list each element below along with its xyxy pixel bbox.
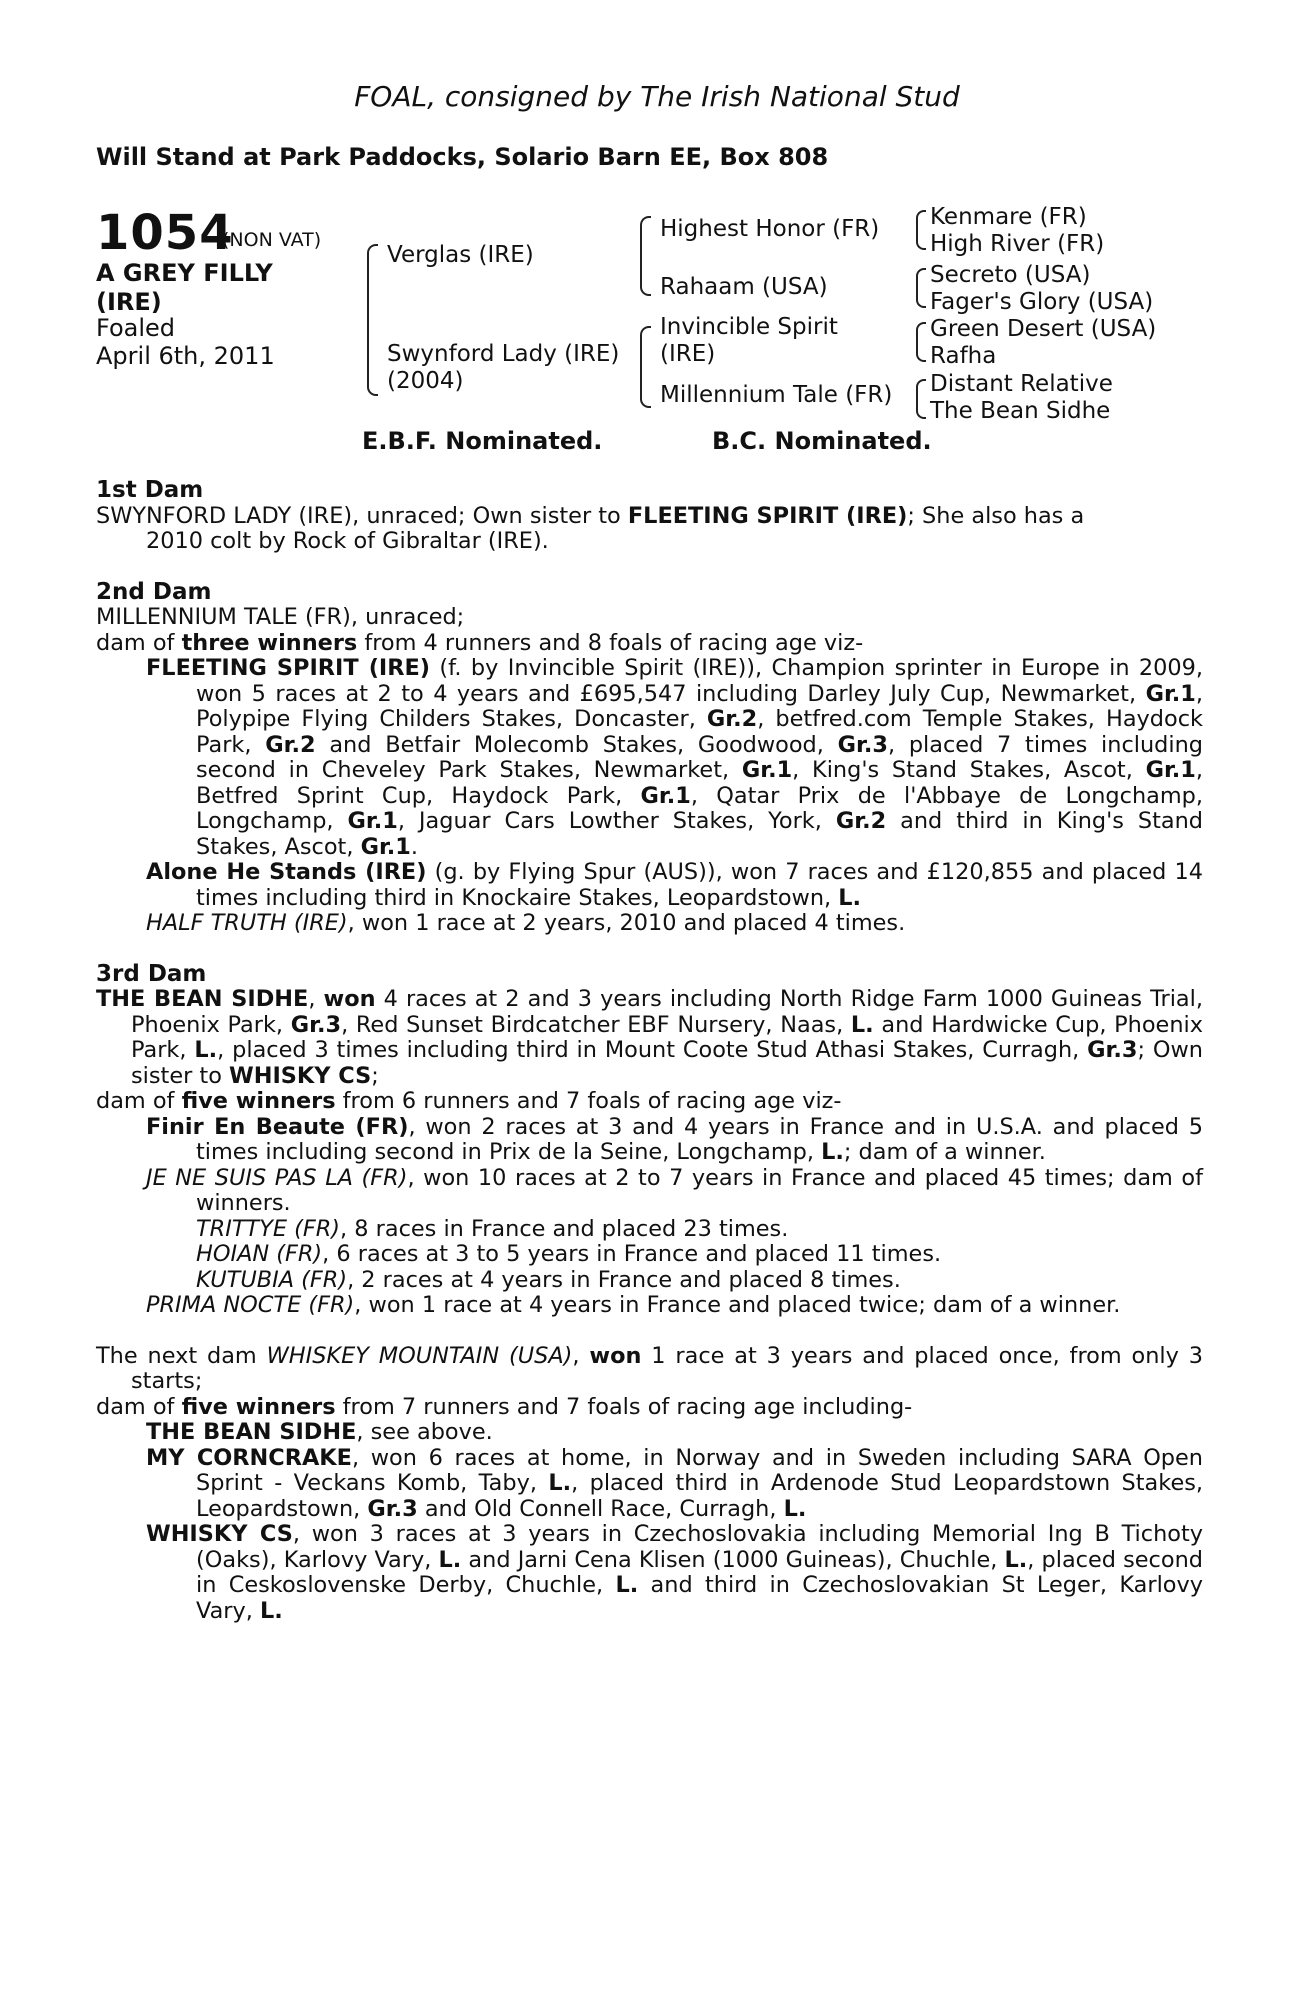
first-dam-title: 1st Dam: [96, 477, 204, 503]
pedigree-brace-sd: [916, 268, 926, 308]
next-dam-produce-intro: dam of five winners from 7 runners and 7 foals of racing age including-: [96, 1393, 913, 1420]
pedigree-brace-ss: [916, 210, 926, 250]
lot-description-line2: (IRE): [96, 288, 162, 316]
pedigree-sire-sire: Highest Honor (FR): [660, 216, 880, 242]
pedigree-dam-sire-name: Invincible Spirit: [660, 314, 838, 340]
pedigree-sds: Secreto (USA): [930, 262, 1091, 288]
produce-fleeting-spirit: FLEETING SPIRIT (IRE) (f. by Invincible Spirit (IRE)), Champion sprinter in Europe in 2009, won 5 races at 2 to 4 years and £695,547 including Darley July Cup, Newmarket, Gr.1, Polypipe Flying Childers Stakes, Doncaster, Gr.2, betfred.com Temple Stakes, Haydock Park, Gr.2 and Betfair Molecomb Stakes, Goodwood, Gr.3, placed 7 times including second in Cheveley Park Stakes, Newmarket, Gr.1, King's Stand Stakes, Ascot, Gr.1, Betfred Sprint Cup, Haydock Park, Gr.1, Qatar Prix de l'Abbaye de Longchamp, Longchamp, Gr.1, Jaguar Cars Lowther Stakes, York, Gr.2 and third in King's Stand Stakes, Ascot, Gr.1.: [146, 655, 1204, 860]
pedigree-dam-name: Swynford Lady (IRE): [387, 341, 620, 367]
horse-name: HALF TRUTH (IRE): [146, 910, 348, 936]
first-dam-line2: 2010 colt by Rock of Gibraltar (IRE).: [146, 528, 549, 554]
produce-prima-nocte: PRIMA NOCTE (FR), won 1 race at 4 years in France and placed twice; dam of a winner.: [146, 1292, 1121, 1318]
pedigree-dam: [387, 341, 619, 395]
horse-name: Alone He Stands (IRE): [146, 859, 427, 885]
horse-name: WHISKEY MOUNTAIN (USA): [266, 1342, 573, 1369]
pedigree-dsd: Rafha: [930, 343, 997, 369]
lot-number: 1054: [96, 205, 234, 261]
pedigree-brace-sire: [640, 216, 651, 296]
pedigree-sire-dam: Rahaam (USA): [660, 274, 828, 300]
first-dam-line1: SWYNFORD LADY (IRE), unraced; Own sister to FLEETING SPIRIT (IRE); She also has a: [96, 502, 1085, 529]
bc-nominated: B.C. Nominated.: [712, 427, 932, 455]
produce-alone-he-stands: Alone He Stands (IRE) (g. by Flying Spur (AUS)), won 7 races and £120,855 and placed 14 times including third in Knockaire Stakes, Leopardstown, L.: [146, 859, 1204, 911]
pedigree-sdd: Fager's Glory (USA): [930, 289, 1154, 315]
horse-name: TRITTYE (FR): [196, 1215, 341, 1242]
pedigree-sire: Verglas (IRE): [387, 242, 534, 268]
ebf-nominated: E.B.F. Nominated.: [362, 427, 603, 455]
third-dam-produce-intro: dam of five winners from 6 runners and 7 foals of racing age viz-: [96, 1088, 842, 1114]
pedigree-dam-year: (2004): [387, 368, 464, 394]
stand-location: Will Stand at Park Paddocks, Solario Barn EE, Box 808: [96, 143, 829, 171]
horse-name: THE BEAN SIDHE: [146, 1419, 357, 1445]
pedigree-dam-dam: Millennium Tale (FR): [660, 382, 893, 408]
pedigree-dam-sire: [660, 314, 838, 368]
foaled-info: [96, 314, 275, 370]
horse-name: MY CORNCRAKE: [146, 1444, 352, 1471]
produce-trittye: TRITTYE (FR), 8 races in France and placed 23 times.: [196, 1215, 789, 1242]
pedigree-dds: Distant Relative: [930, 371, 1113, 397]
horse-name: JE NE SUIS PAS LA (FR): [146, 1164, 408, 1191]
lot-description: [96, 259, 273, 317]
second-dam-title: 2nd Dam: [96, 578, 212, 605]
horse-name: FLEETING SPIRIT (IRE): [146, 655, 431, 681]
horse-name: HOIAN (FR): [196, 1241, 323, 1267]
horse-name: PRIMA NOCTE (FR): [146, 1292, 355, 1318]
pedigree-ddd: The Bean Sidhe: [930, 398, 1111, 424]
produce-whisky-cs: WHISKY CS, won 3 races at 3 years in Czechoslovakia including Memorial Ing B Tichoty (Oaks), Karlovy Vary, L. and Jarni Cena Klisen (1000 Guineas), Chuchle, L., placed second in Ceskoslovenske Derby, Chuchle, L. and third in Czechoslovakian St Leger, Karlovy Vary, L.: [146, 1521, 1204, 1624]
foaled-label: Foaled: [96, 314, 176, 342]
vat-status: (NON VAT): [222, 229, 322, 251]
pedigree-brace-ds: [916, 322, 926, 362]
horse-name: Finir En Beaute (FR): [146, 1113, 409, 1140]
second-dam-line1: MILLENNIUM TALE (FR), unraced;: [96, 604, 465, 630]
produce-half-truth: HALF TRUTH (IRE), won 1 race at 2 years, 2010 and placed 4 times.: [146, 910, 906, 936]
next-dam-record: The next dam WHISKEY MOUNTAIN (USA), won 1 race at 3 years and placed once, from only 3 starts;: [96, 1342, 1204, 1394]
produce-hoian: HOIAN (FR), 6 races at 3 to 5 years in France and placed 11 times.: [196, 1241, 942, 1267]
produce-my-corncrake: MY CORNCRAKE, won 6 races at home, in Norway and in Sweden including SARA Open Sprint - Veckans Komb, Taby, L., placed third in Ardenode Stud Leopardstown Stakes, Leopardstown, Gr.3 and Old Connell Race, Curragh, L.: [146, 1444, 1203, 1522]
third-dam-record: THE BEAN SIDHE, won 4 races at 2 and 3 years including North Ridge Farm 1000 Guineas Trial, Phoenix Park, Gr.3, Red Sunset Birdcatcher EBF Nursery, Naas, L. and Hardwicke Cup, Phoenix Park, L., placed 3 times including third in Mount Coote Stud Athasi Stakes, Curragh, Gr.3; Own sister to WHISKY CS;: [96, 986, 1203, 1089]
pedigree-brace-dam: [640, 326, 651, 408]
horse-name: WHISKY CS: [146, 1521, 293, 1547]
horse-name: THE BEAN SIDHE: [96, 986, 309, 1012]
produce-the-bean-sidhe: THE BEAN SIDHE, see above.: [146, 1419, 493, 1445]
pedigree-brace-parents: [367, 244, 378, 396]
third-dam-title: 3rd Dam: [96, 960, 207, 987]
foaled-date: April 6th, 2011: [96, 342, 275, 370]
fleeting-spirit-name: FLEETING SPIRIT (IRE): [627, 502, 908, 529]
lot-description-line1: A GREY FILLY: [96, 259, 273, 287]
pedigree-dss: Green Desert (USA): [930, 316, 1157, 342]
consignor-heading: FOAL, consigned by The Irish National Stud: [354, 80, 960, 113]
horse-name: KUTUBIA (FR): [196, 1266, 348, 1293]
pedigree-dam-sire-country: (IRE): [660, 341, 716, 367]
second-dam-produce-intro: dam of three winners from 4 runners and 8 foals of racing age viz-: [96, 629, 864, 656]
pedigree-brace-dd: [916, 379, 926, 419]
produce-finir-en-beaute: Finir En Beaute (FR), won 2 races at 3 and 4 years in France and in U.S.A. and placed 5 times including second in Prix de la Seine, Longchamp, L.; dam of a winner.: [146, 1113, 1203, 1165]
catalogue-text: [96, 478, 1203, 1624]
produce-kutubia: KUTUBIA (FR), 2 races at 4 years in France and placed 8 times.: [196, 1266, 901, 1293]
produce-je-ne-suis-pas-la: JE NE SUIS PAS LA (FR), won 10 races at 2 to 7 years in France and placed 45 times; dam of winners.: [146, 1164, 1203, 1216]
pedigree-sss: Kenmare (FR): [930, 204, 1087, 230]
pedigree-ssd: High River (FR): [930, 231, 1105, 257]
